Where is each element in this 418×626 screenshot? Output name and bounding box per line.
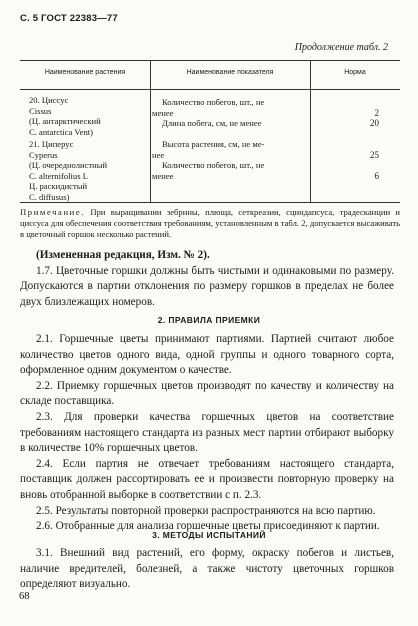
plant-name-line: Cissus — [29, 105, 52, 116]
clause-1-7: 1.7. Цветочные горшки должны быть чистыми и одинаковыми по размеру. Допускаются в партии отклонения по размеру горшков в пределах не более двух близлежащих номеров. — [20, 264, 394, 308]
indicator-line: Высота растения, см, не ме- — [162, 139, 265, 149]
table-divider-2 — [310, 60, 311, 202]
amendment-note: (Измененная редакция, Изм. № 2). — [36, 249, 210, 261]
norm-value: 2 — [374, 107, 379, 118]
plant-name-line: C. antarctica Vent) — [29, 126, 94, 137]
note-label: Примечание. — [20, 207, 86, 217]
norm-value: 6 — [374, 170, 379, 181]
indicator-line: менее — [152, 107, 174, 118]
clause-3-1: 3.1. Внешний вид растений, его форму, окраску побегов и листьев, наличие вредителей, болезней, а также чистоту цветочных горшков определяют визуально. — [20, 547, 394, 591]
clause-1-7-block — [20, 248, 394, 310]
page-number: 68 — [19, 591, 30, 602]
table-note — [20, 207, 400, 240]
indicator-line: Длина побега, см, не менее — [162, 118, 262, 129]
plant-name-line: C. diffusus) — [29, 192, 70, 202]
clause-2-4: 2.4. Если партия не отвечает требованиям настоящего стандарта, поставщик должен рассортировать ее и произвести повторную проверку на вновь отобранной выборке в соответствии с п. 2.3. — [20, 457, 394, 501]
document-header: С. 5 ГОСТ 22383—77 — [20, 13, 118, 24]
table-header-indicator: Наименование показателя — [186, 69, 274, 76]
indicator-line: Количество побегов, шт., не — [162, 160, 265, 171]
plant-name-line: Ц. раскидистый — [29, 181, 88, 192]
table-continued-caption: Продолжение табл. 2 — [294, 42, 388, 53]
norm-value: 25 — [370, 149, 379, 160]
table-header-plant: Наименование растения — [44, 69, 126, 76]
table-divider-1 — [150, 60, 151, 202]
section-2-body — [20, 332, 394, 535]
clause-2-6: 2.6. Отобранные для анализа горшечные цветы присоединяют к партии. — [36, 520, 380, 533]
plant-name-line: C. alternifolius L — [29, 170, 88, 181]
indicator-line: нее — [152, 149, 165, 160]
clause-2-2: 2.2. Приемку горшечных цветов производят по качеству и количеству на складе поставщика. — [20, 379, 394, 408]
table-top-rule — [20, 60, 400, 61]
section-heading-methods: 3. МЕТОДЫ ИСПЫТАНИЙ — [152, 530, 266, 540]
plant-name-line: (Ц. очереднолистный — [29, 160, 108, 171]
plant-name-line: 20. Циссус — [29, 95, 69, 105]
plant-name-line: 21. Циперус — [29, 139, 74, 149]
section-3-body — [20, 546, 394, 593]
table-bottom-rule — [20, 202, 400, 203]
clause-2-1: 2.1. Горшечные цветы принимают партиями. Партией считают любое количество цветов одного вида, одной группы и одного товарного сорта, оформленное одним документом о качестве. — [20, 333, 394, 377]
note-text: При выращивании зебрины, плюща, сеткреазии, сциндапсуса, традесканции и циссуса для обеспечения соответствия требованиям, установленным в табл. 2, допускается высаживать в цветочный горшок несколько растений. — [20, 207, 400, 239]
clause-2-5: 2.5. Результаты повторной проверки распространяются на всю партию. — [36, 504, 376, 517]
norm-value: 20 — [370, 118, 379, 129]
section-heading-acceptance: 2. ПРАВИЛА ПРИЕМКИ — [157, 315, 261, 325]
plant-name-line: Cyperus — [29, 149, 58, 160]
indicator-line: Количество побегов, шт., не — [162, 97, 265, 107]
clause-2-3: 2.3. Для проверки качества горшечных цветов на соответствие требованиям настоящего стандарта из разных мест партии отбирают выборку в количестве 10% горшечных цветов. — [20, 410, 394, 455]
plant-name-line: (Ц. антарктический — [29, 116, 101, 127]
table-header-norm: Норма — [344, 69, 366, 76]
indicator-line: менее — [152, 170, 174, 181]
table-header-rule — [20, 89, 400, 90]
